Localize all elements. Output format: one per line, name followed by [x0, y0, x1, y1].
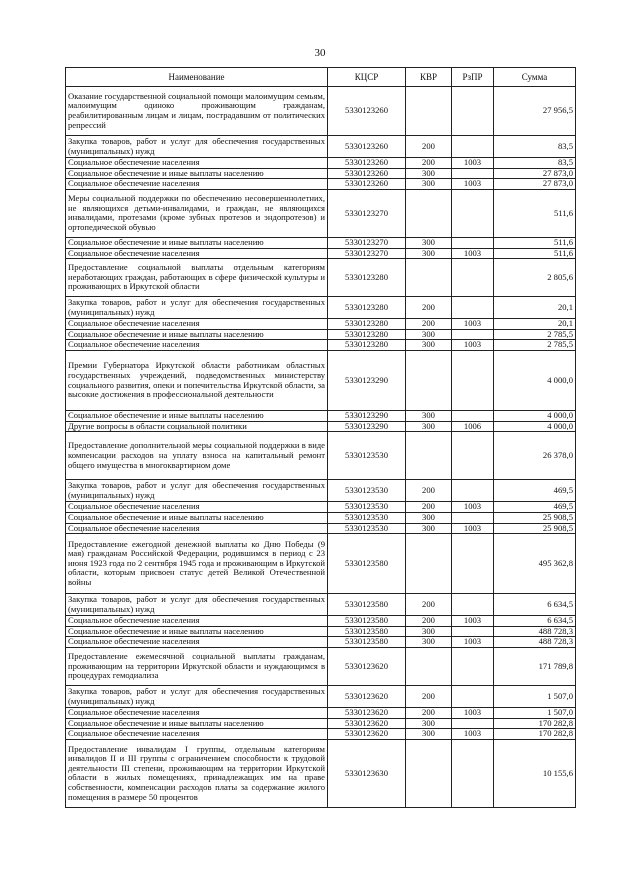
row-name: Социальное обеспечение и иные выплаты населению [66, 512, 328, 523]
table-row [66, 297, 576, 319]
row-name: Социальное обеспечение населения [66, 708, 328, 719]
row-rzpr [452, 480, 494, 502]
row-kcsr: 5330123580 [328, 534, 406, 594]
row-kvr: 200 [406, 136, 452, 158]
table-row [66, 523, 576, 534]
row-sum: 2 785,5 [494, 329, 576, 340]
row-rzpr [452, 351, 494, 411]
row-kcsr: 5330123530 [328, 512, 406, 523]
row-name: Закупка товаров, работ и услуг для обеспечения государственных (муниципальных) нужд [66, 480, 328, 502]
table-row [66, 637, 576, 648]
row-kcsr: 5330123580 [328, 637, 406, 648]
table-row [66, 421, 576, 432]
budget-table [65, 67, 576, 808]
row-name: Социальное обеспечение населения [66, 502, 328, 513]
table-row [66, 136, 576, 158]
row-name: Социальное обеспечение населения [66, 179, 328, 190]
row-rzpr: 1003 [452, 179, 494, 190]
row-kcsr: 5330123260 [328, 168, 406, 179]
row-kvr: 300 [406, 512, 452, 523]
row-sum: 2 785,5 [494, 340, 576, 351]
row-name: Социальное обеспечение и иные выплаты населению [66, 237, 328, 248]
row-rzpr: 1006 [452, 421, 494, 432]
row-sum: 25 908,5 [494, 512, 576, 523]
row-kvr [406, 87, 452, 136]
row-kvr: 300 [406, 626, 452, 637]
row-rzpr: 1003 [452, 319, 494, 330]
row-rzpr [452, 237, 494, 248]
table-row [66, 739, 576, 807]
row-sum: 1 507,0 [494, 686, 576, 708]
row-kcsr: 5330123280 [328, 319, 406, 330]
row-sum: 511,6 [494, 248, 576, 259]
row-kvr: 200 [406, 297, 452, 319]
row-rzpr [452, 594, 494, 616]
row-name: Оказание государственной социальной помощи малоимущим семьям, малоимущим одиноко проживающим гражданам, реабилитированным лицам и лицам, пострадавшим от политических репрессий [66, 87, 328, 136]
row-kvr: 300 [406, 237, 452, 248]
row-kcsr: 5330123280 [328, 259, 406, 297]
row-kvr: 300 [406, 248, 452, 259]
row-name: Предоставление ежегодной денежной выплаты ко Дню Победы (9 мая) гражданам Российской Федерации, родившимся в период с 23 июня 1923 года по 2 сентября 1945 года и проживающим в Иркутской области, которым присвоен статус детей Великой Отечественной войны [66, 534, 328, 594]
row-kvr: 200 [406, 594, 452, 616]
table-row [66, 502, 576, 513]
table-row [66, 179, 576, 190]
row-kvr [406, 739, 452, 807]
table-row [66, 626, 576, 637]
table-row [66, 340, 576, 351]
row-kvr: 200 [406, 616, 452, 627]
row-kcsr: 5330123280 [328, 297, 406, 319]
row-rzpr: 1003 [452, 340, 494, 351]
row-name: Социальное обеспечение и иные выплаты населению [66, 329, 328, 340]
row-rzpr: 1003 [452, 248, 494, 259]
row-kvr: 200 [406, 686, 452, 708]
row-kcsr: 5330123620 [328, 648, 406, 686]
row-kcsr: 5330123630 [328, 739, 406, 807]
row-rzpr: 1003 [452, 729, 494, 740]
row-rzpr [452, 259, 494, 297]
row-sum: 26 378,0 [494, 432, 576, 480]
row-sum: 4 000,0 [494, 351, 576, 411]
row-name: Социальное обеспечение населения [66, 319, 328, 330]
row-kcsr: 5330123580 [328, 626, 406, 637]
table-row [66, 329, 576, 340]
row-kvr: 300 [406, 411, 452, 422]
table-row [66, 158, 576, 169]
row-rzpr: 1003 [452, 502, 494, 513]
row-sum: 6 634,5 [494, 594, 576, 616]
row-kcsr: 5330123280 [328, 340, 406, 351]
row-name: Социальное обеспечение населения [66, 340, 328, 351]
row-kvr [406, 351, 452, 411]
row-kcsr: 5330123290 [328, 411, 406, 422]
row-name: Предоставление социальной выплаты отдельным категориям неработающих граждан, работающих в сфере физической культуры и проживающих в Иркутской области [66, 259, 328, 297]
row-name: Социальное обеспечение и иные выплаты населению [66, 168, 328, 179]
row-sum: 27 956,5 [494, 87, 576, 136]
row-name: Социальное обеспечение населения [66, 616, 328, 627]
row-kvr: 300 [406, 421, 452, 432]
table-body [66, 87, 576, 808]
row-kvr: 300 [406, 523, 452, 534]
table-row [66, 718, 576, 729]
table-row [66, 594, 576, 616]
row-kcsr: 5330123290 [328, 421, 406, 432]
row-sum: 20,1 [494, 297, 576, 319]
row-name: Закупка товаров, работ и услуг для обеспечения государственных (муниципальных) нужд [66, 297, 328, 319]
row-name: Социальное обеспечение населения [66, 248, 328, 259]
table-row [66, 87, 576, 136]
row-kvr [406, 648, 452, 686]
row-kvr: 300 [406, 329, 452, 340]
row-sum: 25 908,5 [494, 523, 576, 534]
row-kvr: 200 [406, 319, 452, 330]
row-kcsr: 5330123260 [328, 87, 406, 136]
table-row [66, 248, 576, 259]
row-sum: 171 789,8 [494, 648, 576, 686]
row-sum: 495 362,8 [494, 534, 576, 594]
row-name: Социальное обеспечение населения [66, 637, 328, 648]
row-kcsr: 5330123270 [328, 189, 406, 237]
row-kvr [406, 534, 452, 594]
table-row [66, 168, 576, 179]
table-row [66, 351, 576, 411]
row-name: Социальное обеспечение и иные выплаты населению [66, 718, 328, 729]
row-sum: 27 873,0 [494, 179, 576, 190]
row-rzpr [452, 136, 494, 158]
table-row [66, 237, 576, 248]
row-kvr [406, 432, 452, 480]
row-kvr [406, 259, 452, 297]
row-name: Социальное обеспечение населения [66, 523, 328, 534]
row-name: Социальное обеспечение и иные выплаты населению [66, 411, 328, 422]
row-kcsr: 5330123280 [328, 329, 406, 340]
row-kvr: 300 [406, 729, 452, 740]
row-kcsr: 5330123620 [328, 708, 406, 719]
table-row [66, 512, 576, 523]
table-row [66, 189, 576, 237]
row-sum: 511,6 [494, 237, 576, 248]
row-rzpr [452, 189, 494, 237]
page-number: 30 [314, 47, 326, 59]
row-name: Предоставление дополнительной меры социальной поддержки в виде компенсации расходов на уплату взноса на капитальный ремонт общего имущества в многоквартирном доме [66, 432, 328, 480]
row-sum: 488 728,3 [494, 637, 576, 648]
row-rzpr [452, 739, 494, 807]
row-kcsr: 5330123580 [328, 594, 406, 616]
row-kvr: 300 [406, 637, 452, 648]
row-kcsr: 5330123530 [328, 480, 406, 502]
row-name: Закупка товаров, работ и услуг для обеспечения государственных (муниципальных) нужд [66, 686, 328, 708]
column-header-rzpr: РзПР [452, 68, 494, 87]
row-kvr: 300 [406, 340, 452, 351]
table-row [66, 319, 576, 330]
row-rzpr [452, 297, 494, 319]
row-kcsr: 5330123530 [328, 502, 406, 513]
row-name: Социальное обеспечение населения [66, 729, 328, 740]
table-header-row [66, 68, 576, 87]
row-name: Премии Губернатора Иркутской области работникам областных государственных учреждений, подведомственных министерству социального развития, опеки и попечительства Иркутской области, за высокие достижения в профессиональной деятельности [66, 351, 328, 411]
row-rzpr: 1003 [452, 708, 494, 719]
row-kcsr: 5330123620 [328, 718, 406, 729]
row-rzpr [452, 512, 494, 523]
table-row [66, 480, 576, 502]
row-kcsr: 5330123260 [328, 136, 406, 158]
table-row [66, 432, 576, 480]
row-name: Закупка товаров, работ и услуг для обеспечения государственных (муниципальных) нужд [66, 594, 328, 616]
row-kvr: 200 [406, 158, 452, 169]
row-rzpr [452, 626, 494, 637]
row-kcsr: 5330123580 [328, 616, 406, 627]
row-rzpr [452, 87, 494, 136]
row-rzpr [452, 329, 494, 340]
row-kvr: 300 [406, 168, 452, 179]
column-header-sum: Сумма [494, 68, 576, 87]
row-sum: 83,5 [494, 158, 576, 169]
row-kvr: 300 [406, 718, 452, 729]
column-header-name: Наименование [66, 68, 328, 87]
row-sum: 4 000,0 [494, 411, 576, 422]
row-kcsr: 5330123620 [328, 729, 406, 740]
row-sum: 469,5 [494, 480, 576, 502]
row-kcsr: 5330123270 [328, 248, 406, 259]
row-kvr: 300 [406, 179, 452, 190]
row-sum: 6 634,5 [494, 616, 576, 627]
row-kcsr: 5330123530 [328, 523, 406, 534]
row-kvr [406, 189, 452, 237]
row-name: Закупка товаров, работ и услуг для обеспечения государственных (муниципальных) нужд [66, 136, 328, 158]
row-kvr: 200 [406, 480, 452, 502]
row-sum: 2 805,6 [494, 259, 576, 297]
row-name: Предоставление ежемесячной социальной выплаты гражданам, проживающим на территории Иркутской области и нуждающимся в процедурах гемодиализа [66, 648, 328, 686]
row-rzpr [452, 534, 494, 594]
row-rzpr: 1003 [452, 637, 494, 648]
row-rzpr: 1003 [452, 158, 494, 169]
row-name: Социальное обеспечение и иные выплаты населению [66, 626, 328, 637]
row-rzpr [452, 686, 494, 708]
column-header-kvr: КВР [406, 68, 452, 87]
row-rzpr: 1003 [452, 523, 494, 534]
row-sum: 511,6 [494, 189, 576, 237]
row-kcsr: 5330123530 [328, 432, 406, 480]
row-sum: 1 507,0 [494, 708, 576, 719]
row-name: Социальное обеспечение населения [66, 158, 328, 169]
row-sum: 10 155,6 [494, 739, 576, 807]
row-kcsr: 5330123620 [328, 686, 406, 708]
row-sum: 83,5 [494, 136, 576, 158]
row-sum: 20,1 [494, 319, 576, 330]
row-kcsr: 5330123260 [328, 179, 406, 190]
table-row [66, 534, 576, 594]
row-sum: 27 873,0 [494, 168, 576, 179]
table-row [66, 411, 576, 422]
table-row [66, 708, 576, 719]
row-kcsr: 5330123290 [328, 351, 406, 411]
row-sum: 4 000,0 [494, 421, 576, 432]
row-name: Предоставление инвалидам I группы, отдельным категориям инвалидов II и III группы с ограничением способности к трудовой деятельности III степени, проживающим на территории Иркутской области в жилых помещениях, принадлежащих им на праве собственности, компенсации расходов платы за содержание жилого помещения в размере 50 процентов [66, 739, 328, 807]
table-row [66, 616, 576, 627]
table-row [66, 259, 576, 297]
table-row [66, 686, 576, 708]
column-header-kcsr: КЦСР [328, 68, 406, 87]
row-rzpr [452, 718, 494, 729]
row-kvr: 200 [406, 708, 452, 719]
table-row [66, 648, 576, 686]
row-rzpr [452, 432, 494, 480]
row-rzpr [452, 411, 494, 422]
row-sum: 488 728,3 [494, 626, 576, 637]
row-kcsr: 5330123260 [328, 158, 406, 169]
row-kcsr: 5330123270 [328, 237, 406, 248]
row-kvr: 200 [406, 502, 452, 513]
row-rzpr [452, 648, 494, 686]
row-name: Другие вопросы в области социальной политики [66, 421, 328, 432]
row-sum: 469,5 [494, 502, 576, 513]
row-name: Меры социальной поддержки по обеспечению несовершеннолетних, не являющихся детьми-инвалидами, и граждан, не являющихся инвалидами, протезами (кроме зубных протезов и эндопротезов) и ортопедической обувью [66, 189, 328, 237]
row-sum: 170 282,8 [494, 718, 576, 729]
row-sum: 170 282,8 [494, 729, 576, 740]
row-rzpr: 1003 [452, 616, 494, 627]
row-rzpr [452, 168, 494, 179]
table-row [66, 729, 576, 740]
